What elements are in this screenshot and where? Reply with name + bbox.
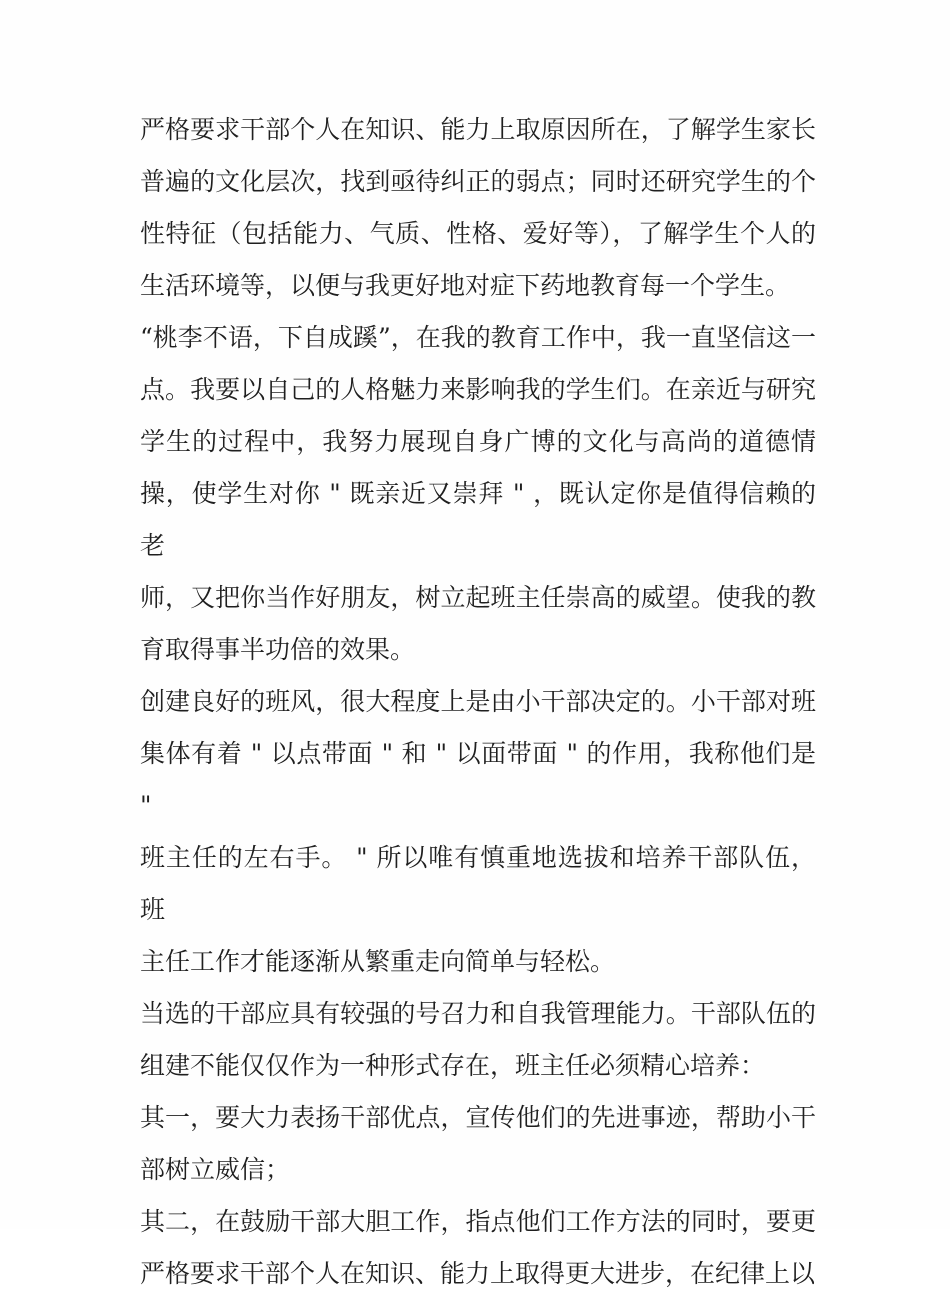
text-line: 严格要求干部个人在知识、能力上取得更大进步，在纪律上以 [140,1259,816,1288]
text-line: 操，使学生对你 " 既亲近又崇拜 " ，既认定你是值得信赖的老 [140,479,816,560]
text-line: 当选的干部应具有较强的号召力和自我管理能力。干部队伍的 [140,999,816,1028]
paragraph [140,676,816,988]
paragraph [140,1092,816,1196]
text-line: 生活环境等，以便与我更好地对症下药地教育每一个学生。 [140,271,791,300]
text-line: 性特征（包括能力、气质、性格、爱好等），了解学生个人的 [140,219,816,248]
text-line: 育取得事半功倍的效果。 [140,635,416,664]
paragraph [140,1196,816,1300]
text-line: 点。我要以自己的人格魅力来影响我的学生们。在亲近与研究 [140,375,816,404]
text-line: 普遍的文化层次，找到亟待纠正的弱点；同时还研究学生的个 [140,167,816,196]
text-line: 严格要求干部个人在知识、能力上取原因所在，了解学生家长 [140,115,816,144]
text-line: “桃李不语，下自成蹊”，在我的教育工作中，我一直坚信这一 [140,323,816,352]
text-line: 班主任的左右手。 " 所以唯有慎重地选拔和培养干部队伍，班 [140,843,816,924]
paragraph [140,104,816,312]
text-line: 主任工作才能逐渐从繁重走向简单与轻松。 [140,947,616,976]
text-line: 创建良好的班风，很大程度上是由小干部决定的。小干部对班 [140,687,816,716]
document-body [140,104,816,1300]
text-line: 部树立威信； [140,1155,291,1184]
text-line: 组建不能仅仅作为一种形式存在，班主任必须精心培养： [140,1051,766,1080]
paragraph [140,312,816,676]
text-line: 其一，要大力表扬干部优点，宣传他们的先进事迹，帮助小干 [140,1103,816,1132]
text-line: 师，又把你当作好朋友，树立起班主任崇高的威望。使我的教 [140,583,816,612]
text-line: 学生的过程中，我努力展现自身广博的文化与高尚的道德情 [140,427,816,456]
text-line: 其二，在鼓励干部大胆工作，指点他们工作方法的同时，要更 [140,1207,816,1236]
text-line: 集体有着 " 以点带面 " 和 " 以面带面 " 的作用，我称他们是 " [140,739,816,820]
paragraph [140,988,816,1092]
